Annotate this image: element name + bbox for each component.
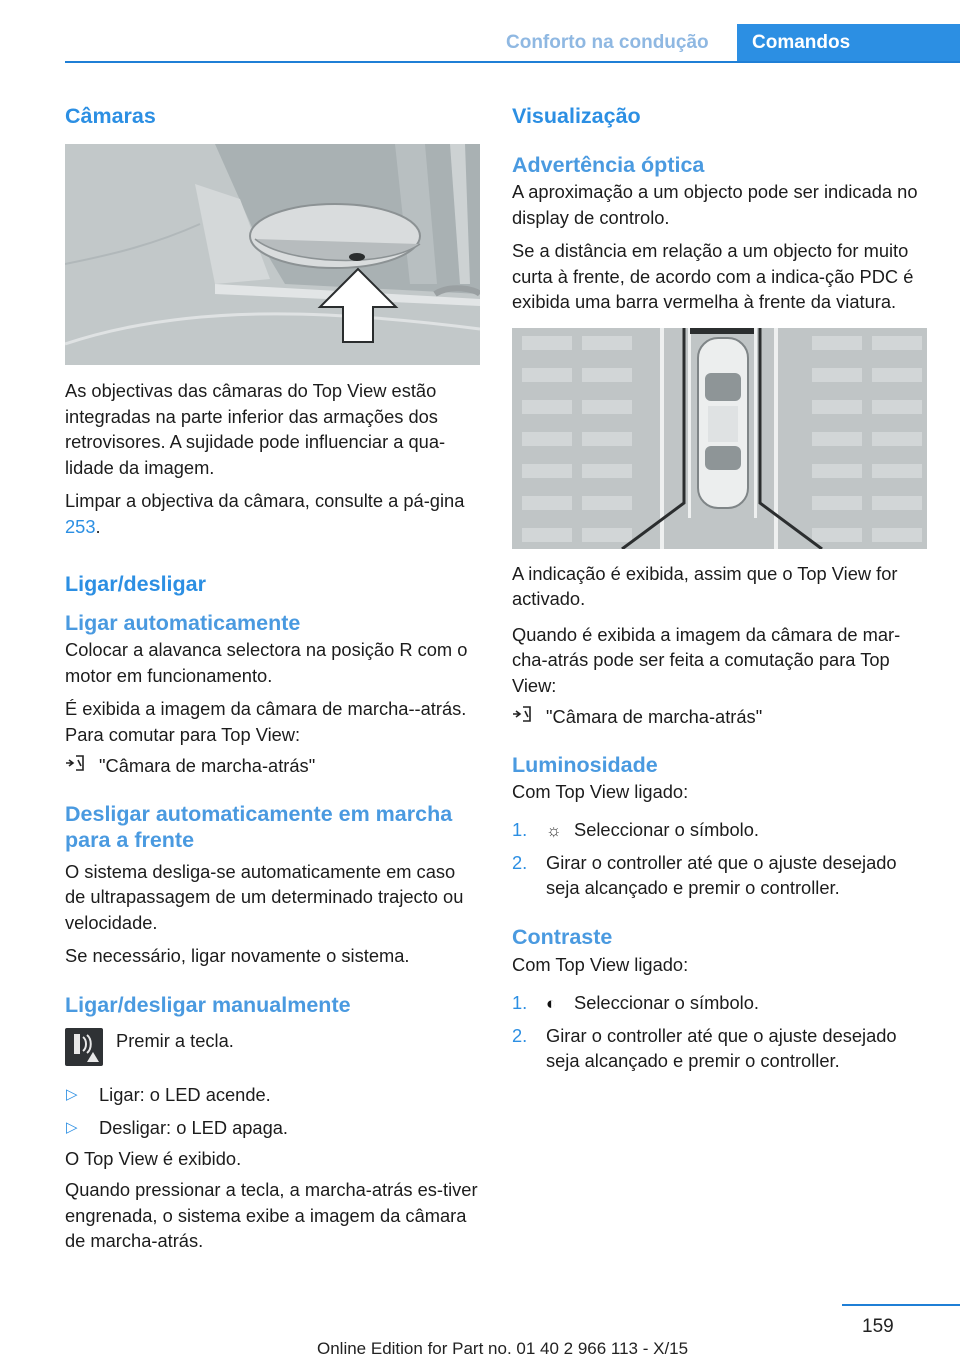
subtitle-auto-off: Desligar automaticamente em marcha para a frente	[65, 801, 453, 852]
subtitle-brightness: Luminosidade	[512, 752, 658, 777]
subtitle-auto-on: Ligar automaticamente	[65, 611, 301, 635]
step-text-content: Seleccionar o símbolo.	[574, 992, 759, 1013]
paragraph-rear-camera: É exibida a imagem da câmara de marcha-‐atrás. Para comutar para Top View:	[65, 698, 467, 745]
paragraph-clean	[65, 488, 480, 539]
header-rule	[65, 61, 960, 63]
title-onoff: Ligar/desligar	[65, 572, 206, 596]
rear-camera-icon	[512, 704, 546, 732]
camera-switch-label: "Câmara de marcha-atrás"	[99, 755, 316, 776]
bullet-text: Ligar: o LED acende.	[99, 1083, 271, 1105]
paragraph-clean-end: .	[95, 515, 101, 537]
paragraph-reverse: Quando pressionar a tecla, a marcha-atrás es‐tiver engrenada, o sistema exibe a imagem da câmara de marcha-atrás.	[65, 1179, 478, 1251]
step-text: Girar o controller até que o ajuste desejado seja alcançado e premir o controller.	[546, 1024, 897, 1071]
subtitle-contrast: Contraste	[512, 924, 613, 949]
bullet-item	[65, 1082, 480, 1108]
triangle-bullet-icon: ▷	[66, 1085, 78, 1103]
step-number: 2.	[512, 1024, 528, 1046]
title-view: Visualização	[512, 104, 641, 128]
step-text	[546, 817, 759, 844]
paragraph-topview-shown: O Top View é exibido.	[65, 1147, 242, 1169]
title-cameras: Câmaras	[65, 104, 156, 128]
paragraph-clean-text: Limpar a objectiva da câmara, consulte a pá‐gina	[65, 490, 465, 511]
paragraph-distance: Se a distância em relação a um objecto for muito curta à frente, de acordo com a indica‐ção PDC é exibida uma barra vermelha à frente da viatura.	[512, 240, 914, 312]
paragraph-turn-on-again: Se necessário, ligar novamente o sistema.	[65, 945, 410, 966]
header-section[interactable]: Conforto na condução	[506, 32, 709, 53]
page-link-253[interactable]: 253	[65, 515, 96, 537]
subtitle-manual: Ligar/desligar manualmente	[65, 992, 351, 1017]
step-text: Girar o controller até que o ajuste desejado seja alcançado e premir o controller.	[546, 851, 897, 898]
camera-switch-line	[65, 753, 480, 781]
camera-switch-line-right	[512, 704, 932, 732]
rear-camera-icon	[65, 753, 99, 781]
paragraph-auto-off: O sistema desliga-se automaticamente em caso de ultrapassagem de um determinado trajecto ou velocidade.	[65, 860, 464, 933]
paragraph-selector: Colocar a alavanca selectora na posição R com o motor em funcionamento.	[65, 639, 468, 686]
step-number: 1.	[512, 992, 528, 1013]
triangle-bullet-icon: ▷	[66, 1119, 78, 1136]
contrast-icon: ◐	[546, 994, 557, 1013]
brightness-step-2	[512, 850, 932, 901]
paragraph-brightness: Com Top View ligado:	[512, 780, 689, 802]
camera-switch-label-right: "Câmara de marcha-atrás"	[546, 706, 763, 727]
left-column	[65, 96, 480, 1254]
topview-key-icon	[65, 1028, 103, 1066]
step-number: 1.	[512, 819, 528, 840]
contrast-step-2	[512, 1023, 932, 1074]
footer-rule	[842, 1304, 960, 1306]
step-text-content: Seleccionar o símbolo.	[574, 819, 759, 840]
subtitle-optical-warning: Advertência óptica	[512, 153, 705, 177]
header-tab-active[interactable]: Comandos	[737, 24, 960, 62]
figure-topview	[512, 328, 927, 549]
step-text	[546, 990, 759, 1017]
brightness-icon: ☼	[546, 821, 562, 840]
bullet-text: Desligar: o LED apaga.	[99, 1117, 289, 1138]
paragraph-switch: Quando é exibida a imagem da câmara de mar‐cha-atrás pode ser feita a comutação para Top View:	[512, 623, 901, 696]
page-number: 159	[862, 1316, 894, 1337]
step-number: 2.	[512, 851, 528, 873]
topview-illustration	[512, 328, 927, 549]
brightness-step-1	[512, 817, 932, 844]
paragraph-contrast: Com Top View ligado:	[512, 953, 689, 975]
paragraph-lenses: As objectivas das câmaras do Top View estão integradas na parte inferior das armações dos retrovisores. A sujidade pode influenciar a qua‐lidade da imagem.	[65, 380, 446, 478]
paragraph-indication: A indicação é exibida, assim que o Top View for activado.	[512, 562, 898, 609]
paragraph-approach: A aproximação a um objecto pode ser indicada no display de controlo.	[512, 181, 918, 228]
right-column	[512, 96, 932, 1074]
key-line	[65, 1028, 480, 1066]
key-instruction: Premir a tecla.	[116, 1029, 234, 1051]
mirror-illustration	[65, 144, 480, 365]
figure-mirror-camera	[65, 144, 480, 365]
edition-note: Online Edition for Part no. 01 40 2 966 113 - X/15	[317, 1339, 689, 1358]
bullet-item	[65, 1115, 480, 1141]
contrast-step-1	[512, 990, 932, 1017]
